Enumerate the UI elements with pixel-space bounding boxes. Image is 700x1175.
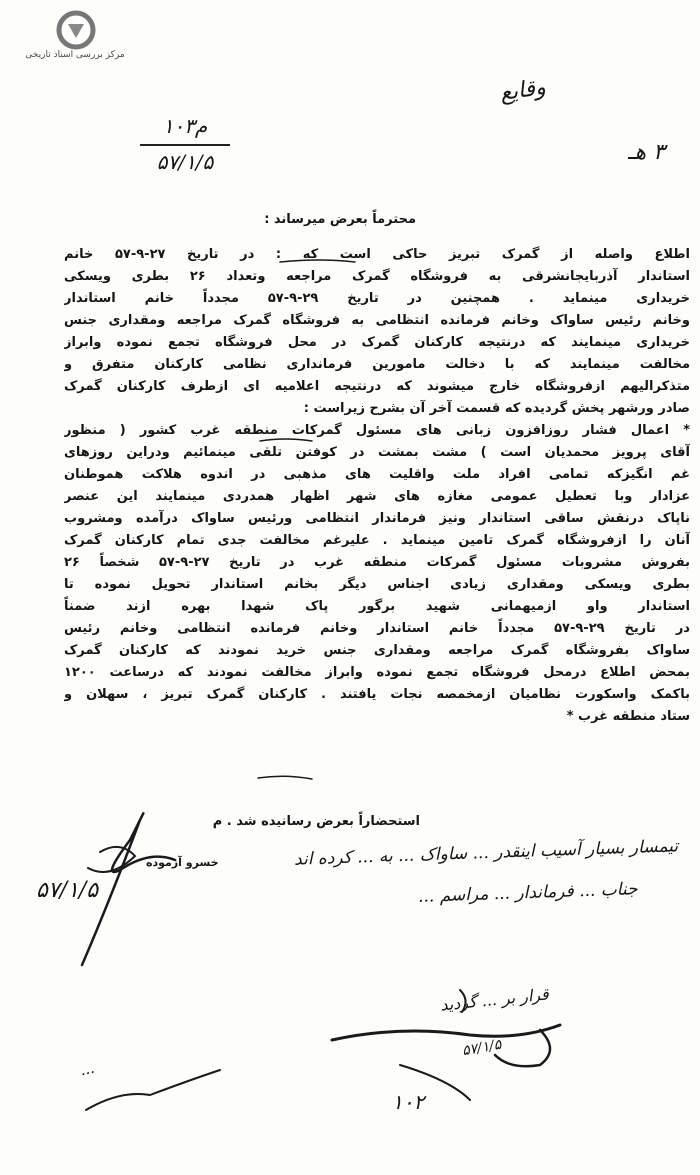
report-line: وخانم رئیس ساواک وخانم فرمانده انتظامی به فروشگاه گمرک مراجعه ومقداری جنس xyxy=(64,313,690,328)
report-line: استاندار واو ازمیهمانی شهید برگور پاک شهدا بهره ازند ضمناً xyxy=(64,599,690,614)
report-line: بمحض اطلاع درمحل فروشگاه تجمع نموده وابراز مخالفت نمودند که درساعت ۱۲۰۰ xyxy=(64,665,690,680)
closing-line: استحضاراً بعرض رسانیده شد . م xyxy=(212,814,420,829)
underline-stroke xyxy=(280,260,355,262)
signatory-name: خسرو آزموده xyxy=(146,856,219,869)
bottom-date-stamp: ۵۷/۱/۵ xyxy=(460,1036,503,1060)
bottom-left-handwritten-note: ... xyxy=(78,1058,97,1080)
report-line: آقای پرویز محمدیان است ) مشت بمشت در کوفتن تلقی مینمائیم ودراین روزهای xyxy=(64,445,690,460)
logo-text: مرکز بررسی اسناد تاریخی xyxy=(25,50,125,60)
signature-scrawl xyxy=(460,990,466,1012)
underline-stroke xyxy=(260,439,312,441)
left-handwritten-date: ۵۷/۱/۵ xyxy=(36,878,99,903)
top-handwritten-note: وقایع xyxy=(498,74,548,107)
signature-scrawl xyxy=(332,1025,560,1040)
reference-number: ۱۰۳م xyxy=(162,114,208,138)
report-line: مخالفت مینمایند که با دخالت مامورین فرمانداری نظامی کارکنان متفرق و xyxy=(64,357,690,372)
report-line: عزادار وبا تعطیل عمومی مغازه های شهر اظهار همدردی مینمایند این عنصر xyxy=(64,489,690,504)
report-line: اطلاع واصله از گمرک تبریز حاکی است که : در تاریخ ۲۷-۹-۵۷ خانم xyxy=(64,247,690,262)
report-line: صادر ورشهر پخش گردیده که قسمت آخر آن بشرح زیراست : xyxy=(303,401,690,416)
report-line: بفروش مشروبات مسئول گمرکات منطقه غرب در تاریخ ۲۷-۹-۵۷ شخصاً ۲۶ xyxy=(64,555,690,570)
underline-stroke xyxy=(258,776,312,779)
report-line: ساواک بفروشگاه گمرک مراجعه ومقداری جنس خرید نمودند که کارکنان گمرک xyxy=(64,643,690,658)
report-line: بطری ویسکی ومقداری زیادی اجناس دیگر بخانم استاندار تحویل نموده تا xyxy=(64,577,690,592)
reference-date: ۵۷/۱/۵ xyxy=(156,150,214,174)
report-line: متذکرالیهم ازفروشگاه خارج میشوند که درنتیجه اعلامیه ای ازطرف کارکنان گمرک xyxy=(64,379,690,394)
report-line: ستاد منطقه غرب * xyxy=(566,709,690,724)
bottom-handwritten-note: قرار بر ... گردید xyxy=(439,984,550,1015)
margin-note-line: جناب ... فرماندار ... مراسم ... xyxy=(418,879,639,907)
margin-note-line: تیمسار بسیار آسیب اینقدر ... ساواک ... به ... کرده اند xyxy=(293,836,679,870)
bottom-number: ۱۰۲ xyxy=(392,1090,425,1114)
signature-scrawl xyxy=(86,1070,220,1110)
salutation: محترماً بعرض میرساند : xyxy=(264,212,416,227)
report-line: * اعمال فشار روزافزون زبانی های مسئول گمرکات منطقه غرب کشور ( منظور xyxy=(64,423,690,438)
report-line: ناپاک درنقش ساقی استاندار ونیز فرماندار انتظامی ورئیس ساواک درآمده ومشروب xyxy=(64,511,690,526)
corner-mark: ۳ هـ xyxy=(628,140,665,165)
report-line: خریداری مینماید . همچنین در تاریخ ۲۹-۹-۵۷ مجدداً خانم استاندار xyxy=(64,291,690,306)
signature-scrawl xyxy=(400,1065,470,1100)
report-line: باکمک واسکورت نظامیان ازمخمصه نجات یافتند . کارکنان گمرک تبریز ، سهلان و xyxy=(64,687,690,702)
report-line: آنان را ازفروشگاه گمرک تامین مینماید . علیرغم مخالفت جدی تمام کارکنان گمرک xyxy=(64,533,690,548)
report-line: استاندار آذربایجانشرقی به فروشگاه گمرک مراجعه وتعداد ۲۶ بطری ویسکی xyxy=(64,269,690,284)
report-line: غم انگیزکه تمامی افراد ملت واقلیت های مذهبی در اندوه هلاکت هموطنان xyxy=(64,467,690,482)
report-line: در تاریخ ۲۹-۹-۵۷ مجدداً خانم استاندار وخانم فرمانده انتظامی وخانم رئیس xyxy=(64,621,690,636)
signature-scrawl xyxy=(82,813,175,965)
report-line: خریداری مینمایند که درنتیجه کارکنان گمرک در محل فروشگاه تجمع نموده وابراز xyxy=(64,335,690,350)
